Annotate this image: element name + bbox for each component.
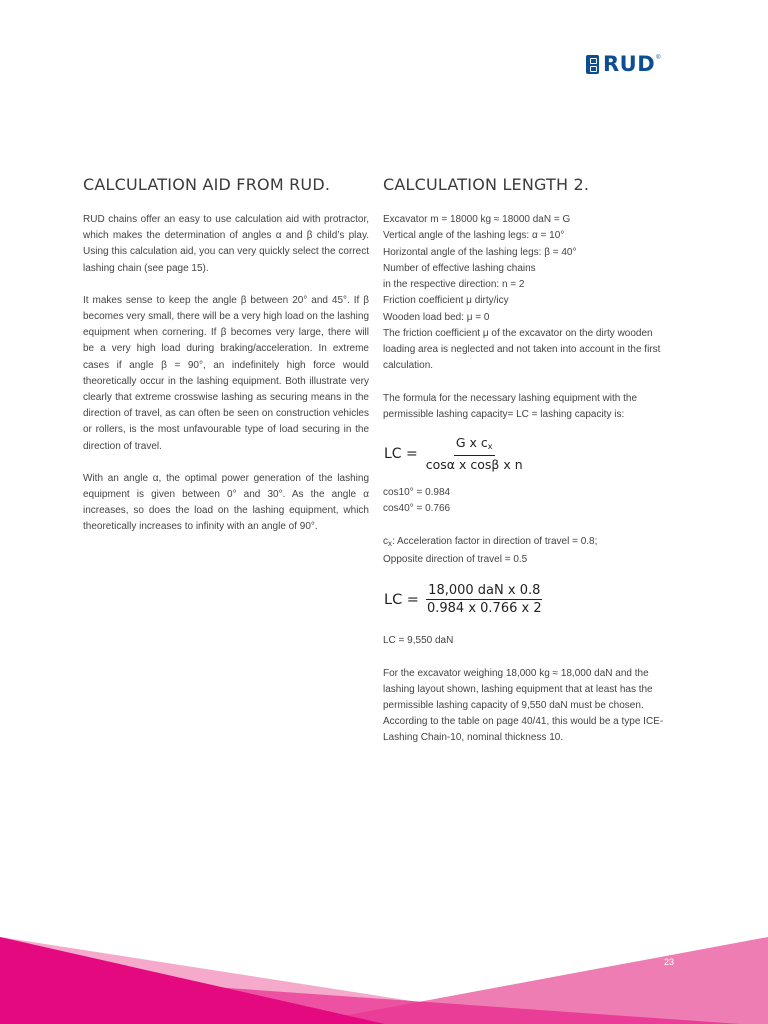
calculation-fraction bbox=[425, 582, 544, 617]
formula-numerator: G x $c_x$ bbox=[454, 434, 495, 456]
right-heading: CALCULATION LENGTH 2. bbox=[383, 175, 590, 194]
lc-calculation bbox=[384, 582, 671, 617]
given-line: Vertical angle of the lashing legs: α = 10° bbox=[383, 230, 565, 242]
rud-logo bbox=[586, 54, 661, 74]
formula-lhs: LC = bbox=[384, 445, 418, 462]
cx-definition: $c_x$: Acceleration factor in direction of travel = 0.8; bbox=[383, 535, 598, 548]
given-line: in the respective direction: n = 2 bbox=[383, 279, 525, 291]
lc-formula bbox=[384, 434, 671, 473]
given-line: Friction coefficient μ dirty/icy bbox=[383, 295, 509, 307]
footer-band bbox=[0, 937, 768, 1024]
chain-link-icon bbox=[586, 55, 599, 74]
left-paragraph-1: RUD chains offer an easy to use calculation aid with protractor, which makes the determination of angles α and β child’s play. Using this calculation aid, you can very quickly select the correct lashing chain (see page 15). bbox=[83, 214, 369, 274]
right-column bbox=[383, 174, 671, 747]
given-values bbox=[383, 212, 671, 326]
left-heading: CALCULATION AID FROM RUD. bbox=[83, 175, 331, 194]
left-paragraph-2: It makes sense to keep the angle β between 20° and 45°. If β becomes very small, there will be a very high load on the lashing equipment when cornering. If β becomes very large, there will be a very high load during braking/acceleration. In extreme cases if angle β = 90°, an indefinitely high force would theoretically occur in the lashing equipment. Both illustrate very clearly that extreme crosswise lashing as securing means in the direction of travel, as can often be seen on construction vehicles or rollers, is the most unfavourable type of load securing in the direction of travel. bbox=[83, 294, 369, 452]
friction-note: The friction coefficient μ of the excavator on the dirty wooden loading area is neglected and not taken into account in the first calculation. bbox=[383, 328, 661, 372]
formula-intro: The formula for the necessary lashing equipment with the permissible lashing capacity= LC = lashing capacity is: bbox=[383, 392, 638, 420]
left-paragraph-3: With an angle α, the optimal power generation of the lashing equipment is given between 0° and 30°. As the angle α increases, so does the load on the lashing equipment, which theoretically increases to infinity with an angle of 90°. bbox=[83, 472, 369, 533]
formula-denominator: cosα x cosβ x n bbox=[425, 457, 523, 473]
logo-text: RUD bbox=[603, 52, 656, 76]
given-line: Excavator m = 18000 kg ≈ 18000 daN = G bbox=[383, 214, 571, 225]
given-line: Wooden load bed: μ = 0 bbox=[383, 311, 490, 323]
page-number: 23 bbox=[663, 957, 674, 967]
conclusion: For the excavator weighing 18,000 kg ≈ 18,000 daN and the lashing layout shown, lashing equipment that at least has the permissible lashing capacity of 9,550 daN must be chosen. According to the table on page 40/41, this would be a type ICE-Lashing Chain-10, nominal thickness 10. bbox=[383, 667, 664, 744]
calculation-numerator: 18,000 daN x 0.8 bbox=[428, 583, 541, 599]
calculation-denominator: 0.984 x 0.766 x 2 bbox=[426, 601, 542, 617]
left-column bbox=[83, 174, 369, 536]
given-line: Horizontal angle of the lashing legs: β = 40° bbox=[383, 246, 577, 258]
registered-mark: ® bbox=[656, 55, 661, 61]
lc-result: LC = 9,550 daN bbox=[383, 635, 454, 647]
cos-value: cos10° = 0.984 bbox=[383, 487, 451, 499]
given-line: Number of effective lashing chains bbox=[383, 262, 536, 274]
calculation-lhs: LC = bbox=[384, 591, 419, 608]
formula-fraction bbox=[424, 434, 525, 473]
cos-value: cos40° = 0.766 bbox=[383, 503, 451, 515]
opposite-direction: Opposite direction of travel = 0.5 bbox=[383, 553, 528, 565]
